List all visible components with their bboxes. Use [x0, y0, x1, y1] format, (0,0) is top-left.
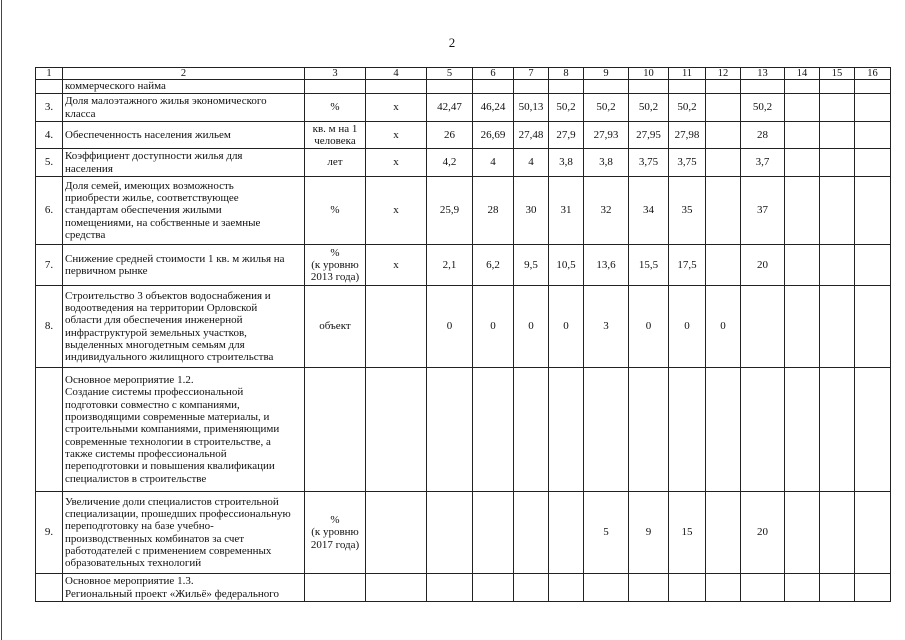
value-cell: [514, 80, 549, 94]
value-cell: 2,1: [427, 245, 473, 286]
indicator-name-cell: [63, 94, 305, 122]
row-number-cell: 8.: [36, 286, 63, 368]
unit-cell: [305, 492, 366, 574]
value-cell: 27,9: [549, 122, 584, 149]
value-cell: 27,93: [584, 122, 629, 149]
value-cell: [549, 80, 584, 94]
indicator-name-line: переподготовку на базе учебно-: [65, 520, 214, 533]
value-cell: [706, 177, 741, 245]
indicator-name-cell: [63, 368, 305, 492]
value-cell: [820, 368, 855, 492]
value-cell: [741, 80, 785, 94]
value-cell: [855, 574, 891, 602]
value-cell: 10,5: [549, 245, 584, 286]
value-cell: 34: [629, 177, 669, 245]
value-cell: [584, 368, 629, 492]
row-number-cell: 7.: [36, 245, 63, 286]
value-cell: 28: [741, 122, 785, 149]
indicator-name-line: Увеличение доли специалистов строительной: [65, 495, 279, 508]
value-cell: 9,5: [514, 245, 549, 286]
unit-cell: [305, 177, 366, 245]
indicator-name-line: Доля малоэтажного жилья экономического: [65, 95, 267, 108]
indicator-name-line: населения: [65, 162, 113, 175]
indicator-name-line: Доля семей, имеющих возможность: [65, 179, 234, 192]
value-cell: [785, 80, 820, 94]
value-cell: [820, 574, 855, 602]
value-cell: 5: [584, 492, 629, 574]
value-cell: [855, 245, 891, 286]
value-cell: 26,69: [473, 122, 514, 149]
value-cell: [741, 574, 785, 602]
value-cell: [669, 574, 706, 602]
indicator-name-line: Региональный проект «Жильё» федерального: [65, 587, 280, 600]
table-row: [36, 368, 891, 492]
value-cell: 27,95: [629, 122, 669, 149]
unit-line: 2017 года): [310, 538, 360, 551]
value-cell: [427, 80, 473, 94]
value-cell: [427, 574, 473, 602]
value-cell: [785, 122, 820, 149]
indicator-name-line: Создание системы профессиональной: [65, 386, 244, 399]
header-cell: 7: [514, 68, 549, 80]
indicator-name-line: образовательных технологий: [65, 557, 202, 570]
indicator-name-cell: [63, 122, 305, 149]
unit-line: лет: [327, 156, 343, 169]
value-cell: 50,2: [741, 94, 785, 122]
row-number-cell: 4.: [36, 122, 63, 149]
value-cell: [785, 368, 820, 492]
value-cell: 0: [706, 286, 741, 368]
value-cell: 9: [629, 492, 669, 574]
value-cell: 35: [669, 177, 706, 245]
value-cell: 32: [584, 177, 629, 245]
unit-line: кв. м на 1: [312, 122, 358, 135]
header-cell: 4: [366, 68, 427, 80]
value-cell: 28: [473, 177, 514, 245]
value-cell: 0: [549, 286, 584, 368]
value-cell: 26: [427, 122, 473, 149]
value-cell: [584, 574, 629, 602]
value-cell: [785, 94, 820, 122]
indicator-name-line: инфраструктурой земельных участков,: [65, 326, 247, 339]
value-cell: [669, 80, 706, 94]
column-4-cell: [366, 80, 427, 94]
unit-line: человека: [314, 135, 356, 147]
value-cell: 31: [549, 177, 584, 245]
unit-cell: [305, 574, 366, 602]
value-cell: 0: [629, 286, 669, 368]
unit-cell: [305, 94, 366, 122]
indicator-name-line: помещениями, на собственные и заемные: [65, 216, 261, 229]
value-cell: [785, 286, 820, 368]
unit-cell: [305, 122, 366, 149]
value-cell: [473, 492, 514, 574]
value-cell: [855, 122, 891, 149]
header-cell: 9: [584, 68, 629, 80]
table-row: [36, 177, 891, 245]
column-4-cell: х: [366, 149, 427, 177]
indicator-name-line: современные технологии в строительстве, а: [65, 435, 271, 448]
indicator-name-line: также системы профессиональной: [65, 447, 227, 460]
value-cell: [514, 574, 549, 602]
header-cell: 8: [549, 68, 584, 80]
value-cell: [514, 368, 549, 492]
value-cell: 0: [669, 286, 706, 368]
value-cell: [820, 80, 855, 94]
indicator-name-line: переподготовки и повышения квалификации: [65, 460, 275, 473]
header-cell: 3: [305, 68, 366, 80]
unit-cell: [305, 286, 366, 368]
row-number-cell: 3.: [36, 94, 63, 122]
unit-line: 2013 года): [310, 271, 360, 284]
value-cell: [706, 94, 741, 122]
value-cell: [820, 149, 855, 177]
indicator-name-line: Основное мероприятие 1.2.: [65, 374, 194, 387]
value-cell: 50,2: [669, 94, 706, 122]
value-cell: [473, 368, 514, 492]
value-cell: [785, 574, 820, 602]
row-number-cell: [36, 368, 63, 492]
value-cell: [820, 94, 855, 122]
header-cell: 10: [629, 68, 669, 80]
row-number-cell: [36, 574, 63, 602]
value-cell: 27,98: [669, 122, 706, 149]
value-cell: 3,75: [629, 149, 669, 177]
table-row: [36, 245, 891, 286]
header-cell: 13: [741, 68, 785, 80]
indicator-name-line: приобрести жилье, соответствующее: [65, 192, 239, 205]
column-4-cell: х: [366, 245, 427, 286]
page-left-edge: [1, 0, 2, 640]
value-cell: 50,2: [549, 94, 584, 122]
value-cell: 3,8: [549, 149, 584, 177]
value-cell: [427, 492, 473, 574]
value-cell: 0: [473, 286, 514, 368]
indicator-name-cell: [63, 245, 305, 286]
value-cell: [855, 80, 891, 94]
value-cell: [855, 286, 891, 368]
column-4-cell: х: [366, 122, 427, 149]
value-cell: [855, 492, 891, 574]
header-cell: 2: [63, 68, 305, 80]
table-row: [36, 492, 891, 574]
value-cell: [549, 574, 584, 602]
value-cell: [706, 368, 741, 492]
value-cell: 4,2: [427, 149, 473, 177]
unit-cell: [305, 245, 366, 286]
unit-line: (к уровню: [311, 258, 359, 271]
header-cell: 6: [473, 68, 514, 80]
value-cell: [584, 80, 629, 94]
table-row: [36, 574, 891, 602]
indicator-name-cell: [63, 177, 305, 245]
value-cell: [855, 368, 891, 492]
value-cell: 50,13: [514, 94, 549, 122]
unit-cell: [305, 149, 366, 177]
value-cell: 50,2: [629, 94, 669, 122]
value-cell: [785, 492, 820, 574]
indicator-name-line: производственных комбинатов за счет: [65, 532, 245, 545]
row-number-cell: 5.: [36, 149, 63, 177]
unit-line: %: [330, 101, 340, 114]
value-cell: [820, 492, 855, 574]
column-4-cell: х: [366, 94, 427, 122]
indicator-name-line: Снижение средней стоимости 1 кв. м жилья на: [65, 252, 285, 265]
indicator-name-line: стандартам обеспечения жилыми: [65, 204, 222, 217]
value-cell: [473, 80, 514, 94]
header-cell: 5: [427, 68, 473, 80]
value-cell: 20: [741, 245, 785, 286]
indicator-name-line: производящими современные материалы, и: [65, 411, 270, 424]
indicator-name-line: Коэффициент доступности жилья для: [65, 150, 243, 163]
value-cell: [629, 368, 669, 492]
value-cell: 3,75: [669, 149, 706, 177]
value-cell: 15: [669, 492, 706, 574]
value-cell: [706, 80, 741, 94]
unit-line: объект: [319, 320, 351, 333]
table-row: [36, 94, 891, 122]
indicator-name-line: коммерческого найма: [65, 80, 166, 93]
unit-line: %: [330, 204, 340, 217]
value-cell: [629, 80, 669, 94]
indicator-table: [35, 67, 891, 602]
indicator-name-cell: [63, 574, 305, 602]
indicator-name-line: выделенных многодетным семьям для: [65, 338, 245, 351]
value-cell: 0: [427, 286, 473, 368]
value-cell: 3,8: [584, 149, 629, 177]
value-cell: [629, 574, 669, 602]
unit-line: %: [330, 246, 340, 259]
value-cell: 4: [514, 149, 549, 177]
unit-cell: [305, 80, 366, 94]
indicator-name-line: Строительство 3 объектов водоснабжения и: [65, 289, 271, 302]
value-cell: 42,47: [427, 94, 473, 122]
header-cell: 16: [855, 68, 891, 80]
indicator-name-line: первичном рынке: [65, 265, 148, 277]
value-cell: 6,2: [473, 245, 514, 286]
indicator-name-line: подготовки совместно с компаниями,: [65, 398, 240, 411]
value-cell: [855, 94, 891, 122]
row-number-cell: 9.: [36, 492, 63, 574]
table-row: [36, 122, 891, 149]
value-cell: [855, 149, 891, 177]
value-cell: 13,6: [584, 245, 629, 286]
value-cell: [855, 177, 891, 245]
value-cell: 25,9: [427, 177, 473, 245]
header-cell: 11: [669, 68, 706, 80]
indicator-name-line: Обеспеченность населения жильем: [65, 128, 231, 141]
value-cell: [741, 368, 785, 492]
indicator-name-cell: [63, 286, 305, 368]
value-cell: [706, 149, 741, 177]
value-cell: 27,48: [514, 122, 549, 149]
column-4-cell: х: [366, 177, 427, 245]
value-cell: 50,2: [584, 94, 629, 122]
value-cell: [669, 368, 706, 492]
column-4-cell: [366, 574, 427, 602]
value-cell: [427, 368, 473, 492]
value-cell: 3,7: [741, 149, 785, 177]
header-cell: 12: [706, 68, 741, 80]
value-cell: [785, 245, 820, 286]
table-row: [36, 149, 891, 177]
value-cell: [473, 574, 514, 602]
value-cell: [820, 286, 855, 368]
column-4-cell: [366, 286, 427, 368]
indicator-name-line: специалистов в строительстве: [65, 472, 207, 485]
value-cell: [706, 492, 741, 574]
value-cell: 20: [741, 492, 785, 574]
row-number-cell: [36, 80, 63, 94]
value-cell: [706, 574, 741, 602]
indicator-name-line: работодателей с применением современных: [65, 544, 272, 557]
indicator-name-cell: [63, 492, 305, 574]
value-cell: 17,5: [669, 245, 706, 286]
value-cell: 46,24: [473, 94, 514, 122]
column-4-cell: [366, 492, 427, 574]
unit-line: %: [330, 514, 340, 527]
table-row: [36, 80, 891, 94]
value-cell: 30: [514, 177, 549, 245]
indicator-name-cell: [63, 80, 305, 94]
header-cell: 1: [36, 68, 63, 80]
value-cell: 37: [741, 177, 785, 245]
indicator-name-line: области для обеспечения инженерной: [65, 314, 243, 327]
column-4-cell: [366, 368, 427, 492]
value-cell: [785, 177, 820, 245]
indicator-name-line: строительными компаниями, применяющими: [65, 423, 280, 436]
indicator-name-cell: [63, 149, 305, 177]
value-cell: [514, 492, 549, 574]
indicator-name-line: класса: [65, 107, 96, 120]
table-row: [36, 286, 891, 368]
indicator-name-line: водоотведения на территории Орловской: [65, 301, 258, 314]
unit-cell: [305, 368, 366, 492]
row-number-cell: 6.: [36, 177, 63, 245]
value-cell: [549, 492, 584, 574]
value-cell: [741, 286, 785, 368]
value-cell: 15,5: [629, 245, 669, 286]
value-cell: 3: [584, 286, 629, 368]
value-cell: [820, 245, 855, 286]
indicator-name-line: средства: [65, 228, 106, 241]
table-header-row: [36, 68, 891, 80]
page-number: 2: [448, 35, 456, 50]
value-cell: [820, 177, 855, 245]
value-cell: [820, 122, 855, 149]
header-cell: 15: [820, 68, 855, 80]
unit-line: (к уровню: [311, 526, 359, 539]
value-cell: [706, 245, 741, 286]
value-cell: [549, 368, 584, 492]
value-cell: [706, 122, 741, 149]
indicator-name-line: Основное мероприятие 1.3.: [65, 575, 194, 588]
indicator-name-line: индивидуального жилищного строительства: [65, 351, 274, 364]
indicator-name-line: специализации, прошедших профессиональную: [65, 507, 291, 520]
value-cell: 0: [514, 286, 549, 368]
value-cell: 4: [473, 149, 514, 177]
header-cell: 14: [785, 68, 820, 80]
value-cell: [785, 149, 820, 177]
